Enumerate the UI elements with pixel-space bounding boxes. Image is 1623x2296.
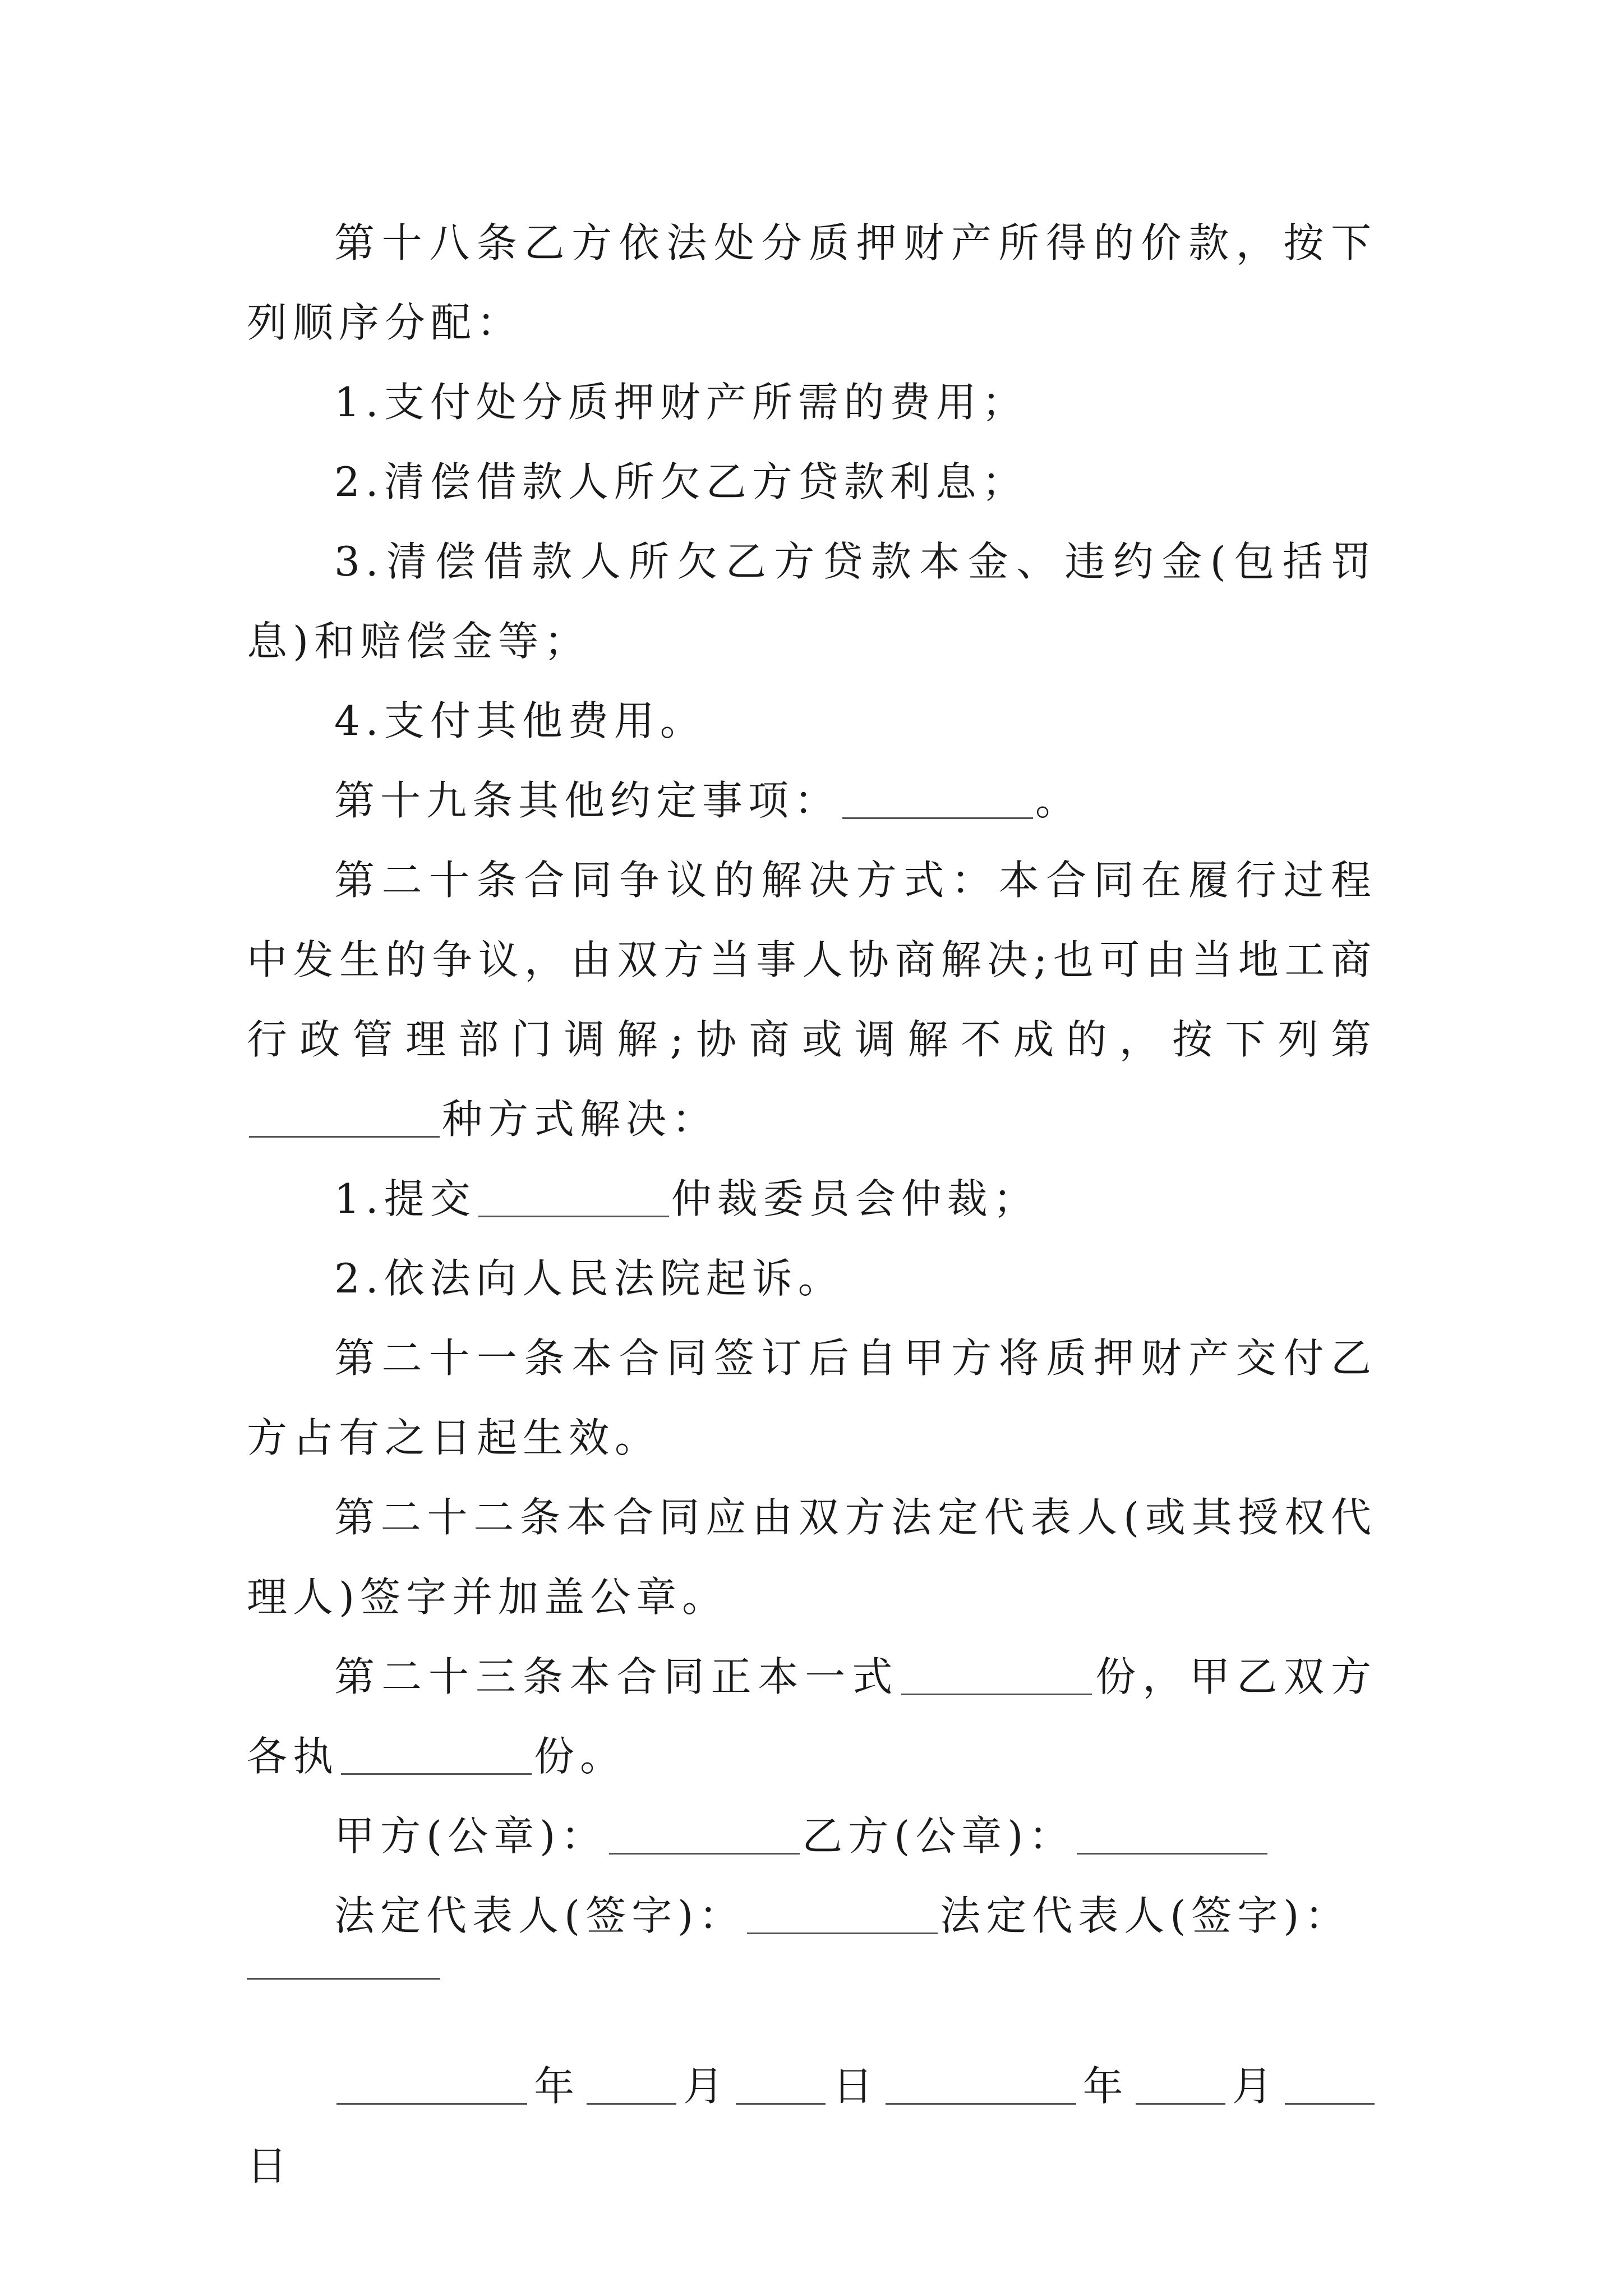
article-20-item-2-text: 2.依法向人民法院起诉。 xyxy=(334,1255,844,1302)
article-18-item-2-text: 2.清偿借款人所欠乙方贷款利息； xyxy=(334,458,1028,505)
each-party-copies-blank[interactable] xyxy=(341,1733,532,1775)
article-18-item-4 xyxy=(247,681,1377,761)
article-22-text: 第二十二条本合同应由双方法定代表人(或其授权代理人)签字并加盖公章。 xyxy=(247,1494,1377,1621)
article-20-prefix: 第二十条合同争议的解决方式：本合同在履行过程中发生的争议，由双方当事人协商解决;也可由当地工商行政管理部门调解;协商或调解不成的，按下列第 xyxy=(247,857,1377,1063)
party-a-month-label: 月 xyxy=(679,2063,734,2110)
contract-body xyxy=(247,203,1377,2206)
rep-b-signature-blank[interactable] xyxy=(247,1978,440,1980)
party-b-seal-blank[interactable] xyxy=(1077,1812,1267,1855)
dispute-method-blank[interactable] xyxy=(249,1096,440,1138)
article-20-suffix: 种方式解决： xyxy=(442,1096,718,1143)
party-b-seal-label: 乙方(公章)： xyxy=(802,1812,1075,1860)
article-20 xyxy=(247,840,1377,1159)
rep-a-signature-blank[interactable] xyxy=(747,1892,938,1934)
party-b-day-label: 日 xyxy=(247,2142,293,2189)
article-20-item-1-suffix: 仲裁委员会仲裁； xyxy=(671,1175,1039,1222)
party-b-month-label: 月 xyxy=(1227,2063,1283,2110)
party-b-year-blank[interactable] xyxy=(886,2063,1076,2105)
article-19-prefix: 第十九条其他约定事项： xyxy=(334,777,841,824)
party-a-day-blank[interactable] xyxy=(736,2063,826,2105)
article-23 xyxy=(247,1637,1377,1796)
article-21 xyxy=(247,1318,1377,1478)
article-19 xyxy=(247,761,1377,840)
article-18-item-3-text: 3.清偿借款人所欠乙方贷款本金、违约金(包括罚息)和赔偿金等； xyxy=(247,538,1377,665)
article-21-text: 第二十一条本合同签订后自甲方将质押财产交付乙方占有之日起生效。 xyxy=(247,1335,1377,1461)
article-22 xyxy=(247,1478,1377,1637)
article-18 xyxy=(247,203,1377,362)
original-copies-blank[interactable] xyxy=(901,1653,1092,1695)
party-a-year-label: 年 xyxy=(529,2063,585,2110)
other-matters-blank[interactable] xyxy=(842,777,1033,819)
rep-b-signature-line xyxy=(247,1955,1377,2035)
party-a-seal-label: 甲方(公章)： xyxy=(334,1812,607,1860)
date-row xyxy=(247,2046,1377,2206)
article-18-item-3 xyxy=(247,522,1377,681)
article-18-text: 第十八条乙方依法处分质押财产所得的价款，按下列顺序分配： xyxy=(247,219,1377,346)
arbitration-committee-blank[interactable] xyxy=(478,1175,669,1217)
representative-row xyxy=(247,1876,1377,1955)
party-a-month-blank[interactable] xyxy=(587,2063,676,2105)
rep-b-label: 法定代表人(签字)： xyxy=(940,1892,1351,1939)
article-19-suffix: 。 xyxy=(1035,777,1082,824)
party-a-day-label: 日 xyxy=(828,2063,883,2110)
article-20-item-2 xyxy=(247,1239,1377,1318)
article-23-suffix: 份。 xyxy=(534,1733,626,1780)
seal-row xyxy=(247,1796,1377,1876)
party-a-year-blank[interactable] xyxy=(336,2063,527,2105)
party-b-day-blank[interactable] xyxy=(1285,2063,1375,2105)
article-23-prefix: 第二十三条本合同正本一式 xyxy=(334,1653,900,1700)
article-18-item-1 xyxy=(247,362,1377,442)
party-b-month-blank[interactable] xyxy=(1136,2063,1225,2105)
rep-a-label: 法定代表人(签字)： xyxy=(334,1892,745,1939)
article-18-item-4-text: 4.支付其他费用。 xyxy=(334,697,706,744)
party-b-year-label: 年 xyxy=(1078,2063,1133,2110)
article-18-item-1-text: 1.支付处分质押财产所需的费用； xyxy=(334,379,1028,426)
article-20-item-1 xyxy=(247,1159,1377,1239)
article-18-item-2 xyxy=(247,442,1377,522)
article-20-item-1-prefix: 1.提交 xyxy=(334,1175,476,1222)
party-a-seal-blank[interactable] xyxy=(609,1812,800,1855)
article-23-middle: 份，甲乙双方各执 xyxy=(247,1653,1377,1780)
